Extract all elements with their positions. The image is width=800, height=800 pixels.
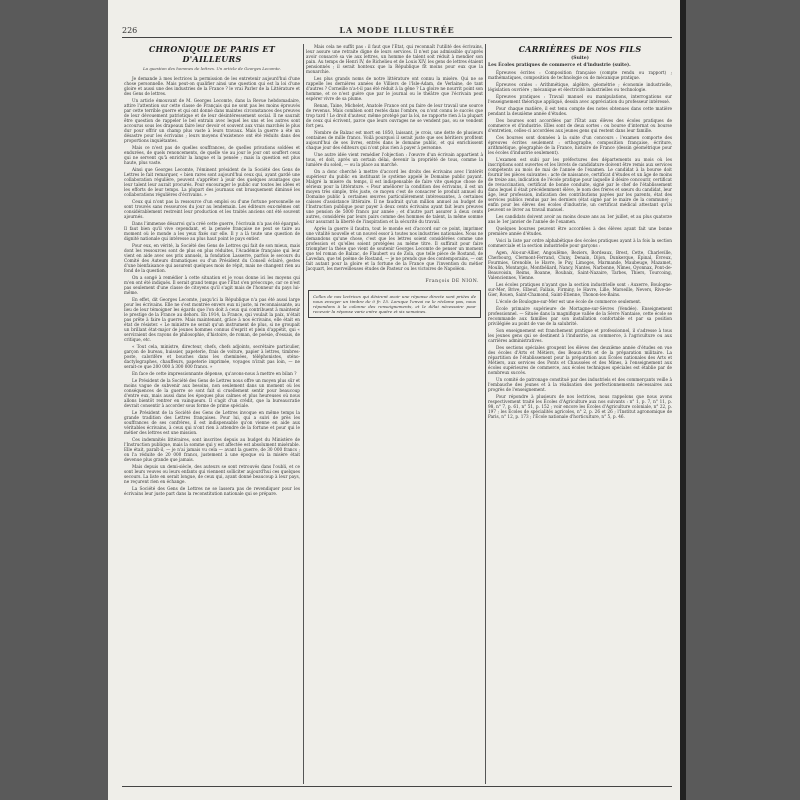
paragraph: Mais depuis un demi-siècle, des auteurs se sont retrouvés dans l'oubli, et ce sont leurs veuves ou leurs enfants qui viennent solliciter aujourd'hui ces quelques secours. La liste en serait longue, de ceux qui, ayant donné beaucoup à leur pays, ne reçurent rien en échange. [124,464,300,484]
carrieres-title: CARRIÈRES DE NOS FILS [518,44,642,54]
chronique-body [124,76,300,496]
paragraph: Quelques bourses peuvent être accordées à des élèves ayant fait une bonne première année d'études. [488,226,672,236]
paragraph: Ceux qui n'ont pas la ressource d'un emploi ou d'une fortune personnelle se sont trouvés sans ressources du jour au lendemain. Les éditeurs eux-mêmes ont considérablement restreint leur production et les traités anciens ont été souvent ajournés. [124,199,300,219]
page-number: 226 [122,26,138,35]
paragraph: Épreuves écrites : Composition française (compte rendu ou rapport) ; mathématiques, composition de technologie ou de mécanique pratique. [488,70,672,80]
paragraph: Épreuves orales : Arithmétique, algèbre, géométrie ; économie industrielle, législation ouvrière ; mécanique et électricité industrielles ou technologie. [488,82,672,92]
paragraph: Une autre idée vient remédier l'objection : l'œuvre d'un écrivain appartient à tous, et doit, après un certain délai, devenir la propriété de tous, comme la lumière du soleil, — ou la place au marché. [306,152,483,167]
paragraph: Agen, Aix-sur-Allier, Angoulême, Beziers, Bordeaux, Brest, Cette, Charleville, Cherbourg, Clermont-Ferrand, Cluny, Denain, Dijon, Dunkerque, Épinal, Évreux, Fourmies, Grenoble, le Havre, le Puy, Limoges, Marmande, Maubeuge, Mazamet, Moulin, Montargis, Montbéliard, Nancy, Nantes, Narbonne, Nîmes, Oyonnax, Pont-de-Beauvoisin, Reims, Roanne, Roubaix, Saint-Nazaire, Tarbes, Thiers, Tourcoing, Valenciennes, Vienne. [488,250,672,280]
paragraph: Ces bourses sont données à la suite d'un concours : l'examen comporte des épreuves écrites seulement : orthographe, composition française, écriture, arithmétique, géographie de la France, histoire de France (dessin géométrique pour les écoles d'industrie seulement). [488,135,672,155]
paragraph: Le Président de la Société des Gens de Lettres nous offre un moyen plus sûr et moins vague de subvenir aux besoins, non seulement dans un moment où les conséquences de la guerre se sont fait si cruellement sentir pour beaucoup d'entre eux, mais aussi dans les époques plus calmes et plus heureuses où nous allons bientôt rentrer en vainqueurs. Il s'agit d'un crédit, que la bureaucratie devrait consentir à accorder sous forme de prime spéciale. [124,378,300,408]
paragraph: L'examen est subi par les préfectures des départements au mois où les inscriptions sont ouvertes et les livrets de candidature doivent être remis aux services compétents au mois de mai de l'année de l'examen. Le candidat à la bourse doit fournir les pièces suivantes : acte de naissance, certificat d'études et un âge de moins de treize ans, indication de l'école pratique pour laquelle il désire concourir, certificat de revaccination, certificat de bonne conduite, signé par le chef de l'établissement dans lequel il était précédemment élève, le nom des frères et sœurs du candidat, leur âge, leur profession, indication des contributions payées par les parents, état des services publics rendus par les derniers (état signé par le maire de la commune) ; enfin pour les élèves des écoles d'industrie, un certificat médical attestant qu'ils peuvent se livrer au travail manuel. [488,157,672,212]
paragraph: On a donc cherché à mettre d'accord les droits des écrivains avec l'intérêt supérieur du public en instituant le système appelé le Domaine public payant. Malgré la misère du temps, il est indispensable de faire vite quelque chose de sérieux pour la littérature. « Pour améliorer la condition des écrivains, il est un moyen très simple, très juste, ce moyen c'est de consacrer le produit annuel du Domaine public à certaines œuvres particulièrement intéressantes, à certaines caisses d'assistance littéraire. Il ne faudrait qu'un million annuel au budget de l'Instruction publique pour payer à deux cents écrivains ayant fait leurs preuves une pension de 5000 francs par année ; et d'autre part assurer à deux cents autres, considérés par leurs pairs comme des hommes de talent, la même somme leur assurant la liberté de l'inspiration et la sécurité du travail. [306,169,483,224]
paragraph: Je demande à mes lectrices la permission de les entretenir aujourd'hui d'une chose personnelle. Mais peut-on qualifier ainsi une question qui est la loi d'une gloire et aussi une des industries de la France ? le vrai Parler de la Littérature et des Gens de lettres. [124,76,300,96]
paragraph: Les plus grands noms de notre littérature ont connu la misère. Qui ne se rappelle les dernières années de Villiers de l'Isle-Adam, de Verlaine, de tant d'autres ? Corneille n'a-t-il pas été réduit à la gêne ? La gloire ne nourrit point son homme, et ce n'est guère que par le journal ou le théâtre que l'écrivain peut espérer vivre de sa plume. [306,76,483,101]
header-rule [122,37,672,38]
paragraph: Ainsi que Georges Lecomte, l'éminent président de la Société des Gens de Lettres le fait remarquer, « bien rares sont aujourd'hui ceux qui, ayant gardé une collaboration régulière, peuvent s'apprêter à jouir des quelques avantages que leur talent leur aurait procurés. Pour encourager le public sur toutes les idées et les efforts de leur temps. La plupart des journaux ont brusquement diminué les collaborations régulières d'écrivains. » [124,167,300,197]
paragraph: Pour répondre à plusieurs de nos lectrices, nous rappelons que nous avons respectivement traité les Écoles d'Agriculture aux nos suivants : n° 1, p. 7, n° 11, p. 98, n° 7, p. 61, n° 51, p. 152 ; voir encore les Écoles d'Agriculture coloniale, n° 22, p. 197 ; les Écoles de spécialités agricoles, n° 2, p. 26 et 26 ; l'Institut agronomique de Paris, n° 12, p. 173 ; l'École nationale d'horticulture, n° 5, p. 46. [488,394,672,419]
binding-edge [680,0,686,800]
center-column [306,44,483,784]
paragraph: La Société des Gens de Lettres ne se lassera pas de revendiquer pour les écrivains leur juste part dans la reconstitution nationale qui se prépare. [124,486,300,496]
footer-rule [122,786,672,787]
carrieres-body [488,70,672,419]
carrieres-heading: Les Écoles pratiques de commerce et d'industrie (suite). [488,63,631,68]
paragraph: On a songé à remédier à cette situation et je vous donne ici les moyens qui m'en ont été indiqués. Il serait grand temps que l'État s'en préoccupe, car ce n'est pas seulement d'une classe de citoyens qu'il s'agit mais de l'honneur du pays lui-même. [124,275,300,295]
paragraph: Voici la liste par ordre alphabétique des écoles pratiques ayant à la fois la section commerciale et la section industrielle pour garçons : [488,238,672,248]
paragraph: Ces indemnités littéraires, sont inscrites depuis au budget du Ministère de l'Instruction publique, mais la somme qui y est affectée est absolument misérable. Elle était, paraît-il, — je n'ai jamais vu cela — avant la guerre, de 30 000 francs ; on l'a réduite de 20 000 francs, justement à une époque où la misère était devenue plus grande que jamais. [124,437,300,462]
paragraph: Les écoles pratiques n'ayant que la section industrielle sont : Auxerre, Boulogne-sur-Mer, Brive, Elbeuf, Fallais, Firminy, le Havre, Lille, Marseille, Nevers, Rive-de-Gier, Rouen, Saint-Chamond, Saint-Étienne, Thonon-les-Bains. [488,282,672,297]
author-signature: François DE NION. [425,279,479,284]
paragraph: Nombre de Balzac est mort en 1850, laissant, je crois, une dette de plusieurs centaines de mille francs. Voilà pourquoi il serait juste que ses héritiers profitent aujourd'hui de ses livres, entrés dans le domaine public, et qui enrichissent chaque jour des éditeurs qui n'ont plus rien à payer à personne. [306,130,483,150]
paragraph: École primaire supérieure de Mortagne-sur-Sèvres (Vendée). Enseignement professionnel. — Située dans la magnifique vallée de la Sèvre Nantaise, cette école se recommande aux familles par son installation confortable et par sa position privilégiée au point de vue de la salubrité. [488,306,672,326]
paragraph: En effet, dit Georges Lecomte, jusqu'ici la République n'a pas été aussi large pour les écrivains. Elle ne s'est montrée envers eux ni juste, ni reconnaissante, au lieu de leur témoigner les égards que l'on doit à ceux qui contribuent à maintenir le prestige de la France au dehors. En 1914, la France, qui voulait la paix, n'était pas prête à faire la guerre. Mais maintenant, grâce à nos écrivains, elle était en état de résister. « Le ministre ne serait qu'un instrument de plus, si ne groupait un brillant état-major de jeunes hommes connus d'esprit et plein d'appétit, qui « serviraient des rayons de philosophie, d'histoire, de roman, de poésie, d'essais, de critique, etc. [124,297,300,342]
paragraph: Son enseignement est franchement pratique et professionnel, il s'adresse à tous les jeunes gens qui se destinent à l'industrie, au commerce, à l'agriculture ou aux carrières administratives. [488,328,672,343]
column-divider [485,44,486,784]
paragraph: Un article émouvant de M. Georges Lecomte, dans la Revue hebdomadaire, attire l'attention sur cette classe de Français qui ne sont pas les moins éprouvés par cette terrible guerre et qui ont donné dans maintes circonstances des preuves de leur dévouement patriotique et de leur désintéressement social. Il ne saurait être question de rappeler le bel entrain avec lequel les uns et les autres sont accourus sous les drapeaux faire leur devoir et souvent aux vrais marchés le plus dur pour offrir un champ plus vaste à leurs travaux. Mais la guerre a été un désastre pour les écrivains ; leurs moyens d'existence ont été réduits dans des proportions inquiétantes. [124,98,300,143]
paragraph: Les candidats doivent avoir au moins douze ans au 1er juillet, et au plus quatorze ans le 1er janvier de l'année de l'examen. [488,214,672,224]
column-divider [303,44,304,784]
paragraph: En face de cette impressionnante dépense, qu'avons-nous à mettre en bilan ? [132,371,297,376]
paragraph: Le Président de la Société des Gens de Lettres invoque en même temps la grande tradition des Lettres françaises. Pour lui, qui a suivi de près les souffrances de ses confrères, il est indispensable qu'on vienne en aide aux véritables écrivains, à ceux qui n'ont rien à attendre de la fortune et pour qui le métier des lettres est une mission. [124,410,300,435]
carrieres-column [488,44,672,784]
carrieres-subtitle: (Suite) [571,56,589,61]
newspaper-page [108,0,686,800]
paragraph: Après la guerre il faudra, tout le monde est d'accord sur ce point, imprimer une vitalité nouvelle et un nouvel essor à toutes nos industries nationales. Nous ne demandons qu'une chose, c'est que les lettres soient considérées comme une profession et qu'elles soient protégées au même titre. Il suffirait pour faire triompher la thèse que vient de soutenir Georges Lecomte de penser un moment que tel roman de Balzac, de Flaubert ou de Zola, que telle pièce de Rostand, de Lavedan, que tel poème de Rostand, — je ne prends que des contemporains, — ont fait autant pour la gloire et la fortune de la France que l'invention du métier Jacquart, les merveilleuses études de Pasteur ou les victoires de Napoléon. [306,226,483,271]
paragraph: Des bourses sont accordées par l'État aux élèves des écoles pratiques de commerce et d'industrie. Elles sont de deux sortes : ou bourse d'internat ou bourse d'entretien, celles-ci accordées aux jeunes gens qui restent dans leur famille. [488,118,672,133]
paragraph: Pour eux, en vérité, la Société des Gens de Lettres qui fait de son mieux, mais dont les ressources sont de plus en plus réduites, l'Académie française qui leur vient en aide avec ses prix annuels, la fondation Lasserre, parfois le secours du Comité des Auteurs dramatiques ou d'un Président du Conseil éclairé, gestes d'une bienfaisance qui assurent quelques mois de répit, mais ne changent rien au fond de la question. [124,243,300,273]
paragraph: Dans l'immense désarroi qu'a créé cette guerre, l'écrivain n'a pas été épargné. Il faut bien qu'il vive cependant, et la pensée française ne peut se taire au moment où le monde a les yeux fixés sur elle. Il y a là toute une question de dignité nationale qui intéresse au plus haut point le pays entier. [124,221,300,241]
paragraph: L'école de Boulogne-sur-Mer est une école de commerce seulement. [496,299,642,304]
reader-notice: Celles de nos lectrices qui désirent avoir une réponse directe sont priées de nous envoyer un timbre de 0 fr. 15. Lorsque l'envoi ne le réclame pas, nous répondons à la colonne des renseignements, et le délai nécessaire pour recevoir la réponse varie entre quatre et six semaines. [308,290,481,318]
paragraph: « Tout cela, ministre, directeur, chefs, chefs adjoints, secrétaire particulier, garçon de bureau, huissier, papeterie, frais de voiture, papier à lettres, timbres-poste, calorifère et bouches dans les cheminées, téléphonistes, sténo-dactylographes, chauffeurs, papeterie imprimée, voyages n'irait pas loin, — ne serait-ce que 200 000 à 300 000 francs. » [124,344,300,369]
center-body [306,44,483,271]
chronique-title: CHRONIQUE DE PARIS ET D'AILLEURS [148,44,276,64]
paragraph: Mais ce n'est pas de quelles souffrances, de quelles privations soldées et endurées, de quels renoncements, de quelle vie au jour le jour ont souffert ceux qui ne servent qu'à enrichir la langue et la pensée ; mais la question est plus haute, plus vaste. [124,145,300,165]
chronique-column [124,44,300,784]
paragraph: Épreuves pratiques : Travail manuel ou manipulations, interrogations sur l'enseignement théorique appliqué, dessin avec appréciation du professeur intéressé. [488,94,672,104]
paragraph: Renan, Taine, Michelet, Anatole France ont pu faire de leur travail une source de revenus. Mais combien sont restés dans l'ombre, ou n'ont connu le succès que trop tard ! Le droit d'auteur, même protégé par la loi, ne rapporte rien à la plupart de ceux qui écrivent, parce que leurs ouvrages ne se vendent pas, ou se vendent fort peu. [306,103,483,128]
masthead: LA MODE ILLUSTRÉE [339,25,455,35]
paragraph: Pour chaque matière, il est tenu compte des notes obtenues dans cette matière pendant la deuxième année d'études. [488,106,672,116]
chronique-epigraph: La question des hommes de lettres. Un article de Georges Lecomte. [142,66,282,71]
paragraph: Un comité de patronage constitué par des industriels et des commerçants veille à l'embauche des jeunes et à la réalisation des perfectionnements nécessaires aux progrès de l'enseignement. [488,377,672,392]
paragraph: Des sections spéciales groupent les élèves des deuxième année d'études en vue des écoles d'Arts et Métiers, des Beaux-Arts et de la préparation militaire. La répartition de l'établissement pour la préparation aux Écoles nationales des Arts et Métiers, aux services des Ponts et Chaussées et des Mines, à l'enseignement aux écoles supérieures de commerce, aux écoles techniques spéciales est établie par de nombreux succès. [488,345,672,375]
paragraph: Mais cela ne suffit pas : il faut que l'État, qui reconnaît l'utilité des écrivains, leur assure une retraite digne de leurs services. Il n'est pas admissible qu'après avoir consacré sa vie aux lettres, un homme de talent soit réduit à mendier son pain. Au temps de Henri IV, de Richelieu et de Louis XIV, les gens de lettres étaient pensionnés ; il serait honteux que la République fît moins pour eux que la monarchie. [306,44,483,74]
